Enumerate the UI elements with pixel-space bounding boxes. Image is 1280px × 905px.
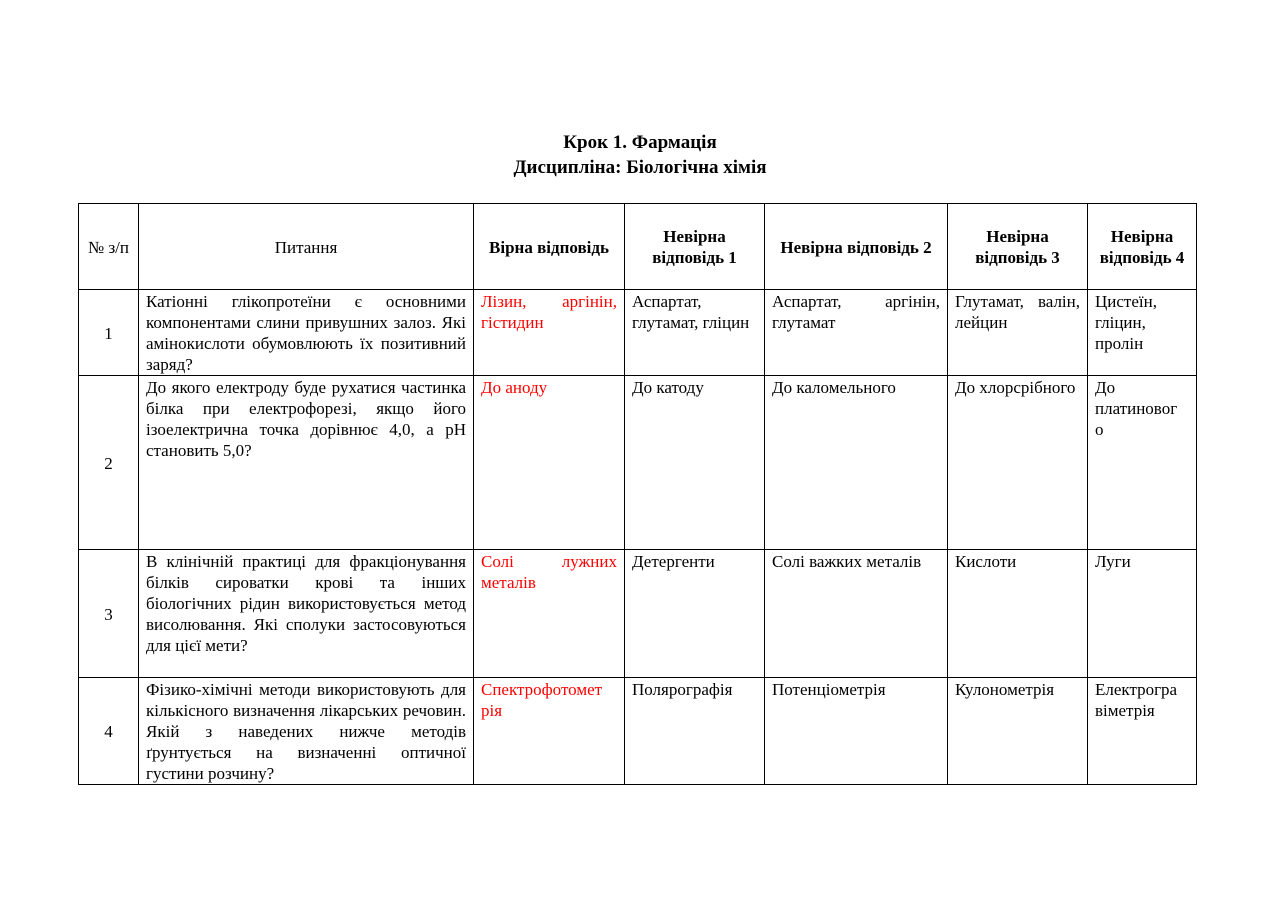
wrong-answer-3: До хлорсрібного [948,376,1088,550]
table-row [79,550,1197,678]
wrong-answer-4: Цистеїн, гліцин, пролін [1088,290,1197,376]
header-row [79,204,1197,290]
row-number: 3 [79,550,139,678]
row-number: 2 [79,376,139,550]
wrong-answer-1: Детергенти [625,550,765,678]
title-line-exam: Крок 1. Фармація [563,132,717,153]
header-wrong-answer-3: Невірна відповідь 3 [948,204,1088,290]
wrong-answer-2: Потенціометрія [765,678,948,785]
wrong-answer-3: Глутамат, валін, лейцин [948,290,1088,376]
table-row [79,290,1197,376]
wrong-answer-1: Полярографія [625,678,765,785]
header-wrong-answer-2: Невірна відповідь 2 [765,204,948,290]
questions-table [78,203,1197,785]
header-question: Питання [139,204,474,290]
correct-answer: Солі лужних металів [474,550,625,678]
header-wrong-answer-1: Невірна відповідь 1 [625,204,765,290]
wrong-answer-4: Електрогра віметрія [1088,678,1197,785]
correct-answer: Спектрофотомет рія [474,678,625,785]
wrong-answer-2: Аспартат, аргінін, глутамат [765,290,948,376]
wrong-answer-1: Аспартат, глутамат, гліцин [625,290,765,376]
header-num: № з/п [79,204,139,290]
wrong-answer-1: До катоду [625,376,765,550]
header-wrong-answer-4: Невірна відповідь 4 [1088,204,1197,290]
wrong-answer-2: Солі важких металів [765,550,948,678]
correct-answer: Лізин, аргінін, гістидин [474,290,625,376]
wrong-answer-4: До платиновог о [1088,376,1197,550]
row-number: 4 [79,678,139,785]
wrong-answer-2: До каломельного [765,376,948,550]
document-title [0,130,1280,180]
wrong-answer-3: Кулонометрія [948,678,1088,785]
row-number: 1 [79,290,139,376]
wrong-answer-4: Луги [1088,550,1197,678]
question-text: Фізико-хімічні методи використовують для кількісного визначення лікарських речовин. Якій з наведених нижче методів ґрунтується на визначенні оптичної густини розчину? [139,678,474,785]
question-text: Катіонні глікопротеїни є основними компонентами слини привушних залоз. Які амінокислоти обумовлюють їх позитивний заряд? [139,290,474,376]
wrong-answer-3: Кислоти [948,550,1088,678]
question-text: До якого електроду буде рухатися частинка білка при електрофорезі, якщо його ізоелектрична точка дорівнює 4,0, а pH становить 5,0? [139,376,474,550]
table-row [79,678,1197,785]
correct-answer: До аноду [474,376,625,550]
header-correct-answer: Вірна відповідь [474,204,625,290]
title-line-discipline: Дисципліна: Біологічна хімія [513,157,767,178]
table-row [79,376,1197,550]
question-text: В клінічній практиці для фракціонування білків сироватки крові та інших біологічних рідин використовується метод висолювання. Які сполуки застосовуються для цієї мети? [139,550,474,678]
